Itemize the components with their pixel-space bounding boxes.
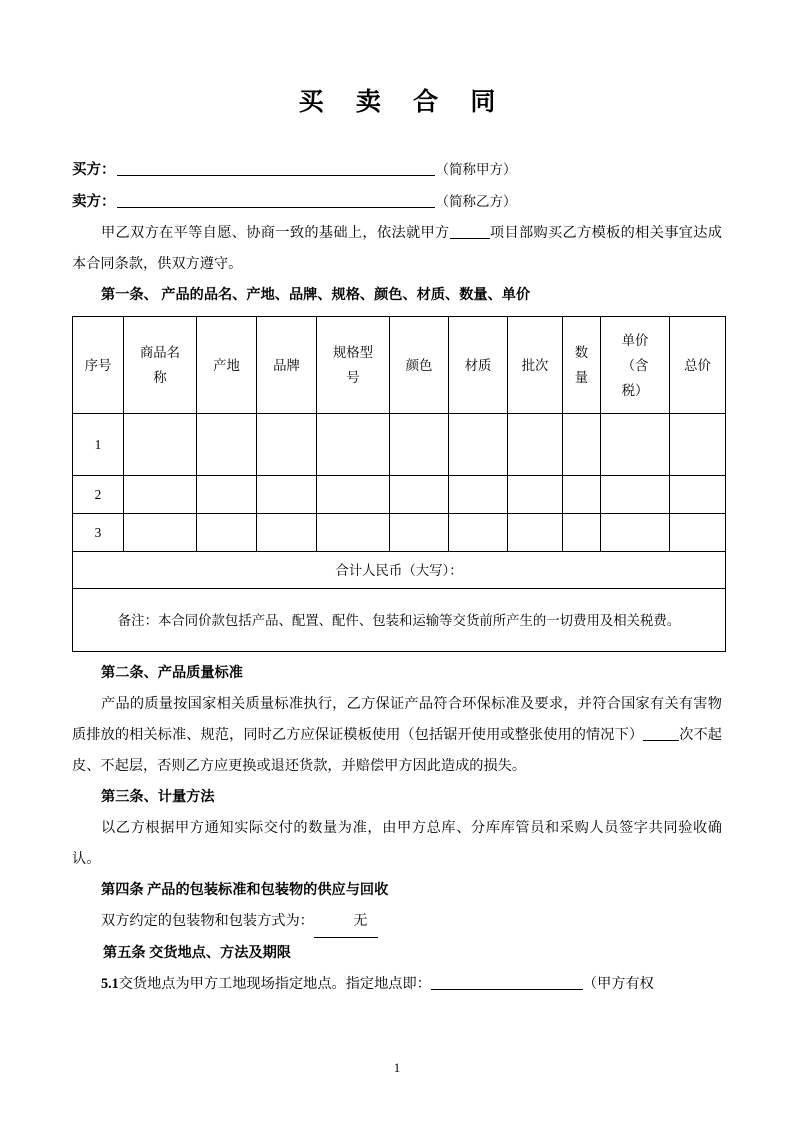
preamble-part2: 项目部购买乙方模板的相关事宜达成本合同条款，供双方遵守。 (72, 225, 722, 272)
total-amount-label[interactable]: 合计人民币（大写）： (73, 552, 726, 589)
page-number: 1 (393, 1061, 401, 1075)
packaging-method-field[interactable]: 无 (314, 906, 378, 938)
col-header-unit-price: 单价 （含 税） (601, 317, 670, 414)
section-3-heading: 第三条、计量方法 (101, 789, 215, 805)
clause-5-1-paragraph (72, 969, 722, 1000)
section-2-paragraph (72, 689, 722, 782)
cell-brand-1[interactable] (257, 414, 317, 476)
col-header-quantity: 数 量 (563, 317, 601, 414)
section-4-heading: 第四条 产品的包装标准和包装物的供应与回收 (101, 882, 389, 898)
col-header-brand: 品牌 (257, 317, 317, 414)
cell-product-name-2[interactable] (124, 476, 197, 514)
col-header-batch: 批次 (508, 317, 563, 414)
delivery-location-field[interactable] (431, 975, 583, 990)
clause-5-1-part2: （甲方有权 (582, 976, 654, 992)
cell-brand-2[interactable] (257, 476, 317, 514)
buyer-label: 买方： (72, 162, 116, 178)
table-row (73, 514, 726, 552)
cell-quantity-3[interactable] (563, 514, 601, 552)
cell-total-price-1[interactable] (670, 414, 726, 476)
seller-name-field[interactable] (117, 192, 435, 208)
col-header-index: 序号 (73, 317, 124, 414)
table-note: 备注：本合同价款包括产品、配置、配件、包装和运输等交货前所产生的一切费用及相关税费。 (73, 589, 726, 652)
goods-table-body (73, 414, 726, 652)
cell-brand-3[interactable] (257, 514, 317, 552)
table-row (73, 476, 726, 514)
clause-5-1-part1: 交货地点为甲方工地现场指定地点。指定地点即： (118, 976, 431, 992)
cell-unit-price-1[interactable] (601, 414, 670, 476)
row-index-3: 3 (73, 514, 124, 552)
section-2-heading: 第二条、产品质量标准 (101, 665, 243, 681)
preamble-part1: 甲乙双方在平等自愿、协商一致的基础上，依法就甲方 (101, 225, 450, 241)
col-header-color: 颜色 (390, 317, 449, 414)
cell-origin-3[interactable] (197, 514, 257, 552)
col-header-product-name: 商品名 称 (124, 317, 197, 414)
cell-batch-3[interactable] (508, 514, 563, 552)
buyer-line (72, 154, 722, 186)
cell-batch-1[interactable] (508, 414, 563, 476)
section-1-heading: 第一条、 产品的品名、产地、品牌、规格、颜色、材质、数量、单价 (101, 287, 531, 303)
cell-origin-1[interactable] (197, 414, 257, 476)
goods-table-head (73, 317, 726, 414)
cell-quantity-1[interactable] (563, 414, 601, 476)
goods-table (72, 316, 726, 652)
table-row (73, 414, 726, 476)
clause-5-1-number: 5.1 (101, 976, 119, 992)
row-index-1: 1 (73, 414, 124, 476)
cell-product-name-1[interactable] (124, 414, 197, 476)
section-5-heading: 第五条 交货地点、方法及期限 (103, 945, 291, 961)
page-title: 买 卖 合 同 (298, 89, 509, 116)
cell-material-3[interactable] (449, 514, 508, 552)
col-header-spec-model: 规格型 号 (317, 317, 390, 414)
cell-spec-1[interactable] (317, 414, 390, 476)
section-4-body-prefix: 双方约定的包装物和包装方式为： (101, 913, 314, 929)
seller-label: 卖方： (72, 194, 116, 210)
section-2-body-part2: 次不起皮、不起层，否则乙方应更换或退还货款，并赔偿甲方因此造成的损失。 (72, 727, 722, 774)
row-index-2: 2 (73, 476, 124, 514)
seller-line (72, 186, 722, 218)
document-body (0, 154, 794, 1000)
cell-unit-price-3[interactable] (601, 514, 670, 552)
cell-material-1[interactable] (449, 414, 508, 476)
table-total-row (73, 552, 726, 589)
cell-color-2[interactable] (390, 476, 449, 514)
project-dept-field[interactable] (450, 224, 490, 239)
cell-quantity-2[interactable] (563, 476, 601, 514)
cell-material-2[interactable] (449, 476, 508, 514)
col-header-material: 材质 (449, 317, 508, 414)
peel-count-field[interactable] (643, 726, 679, 741)
col-header-origin: 产地 (197, 317, 257, 414)
cell-origin-2[interactable] (197, 476, 257, 514)
cell-spec-3[interactable] (317, 514, 390, 552)
seller-suffix: （简称乙方） (435, 194, 517, 209)
col-header-total-price: 总价 (670, 317, 726, 414)
preamble-paragraph (72, 218, 722, 280)
section-3-paragraph: 以乙方根据甲方通知实际交付的数量为准，由甲方总库、分库库管员和采购人员签字共同验收确认。 (72, 820, 722, 867)
buyer-suffix: （简称甲方） (435, 162, 517, 177)
buyer-name-field[interactable] (117, 160, 435, 176)
section-4-paragraph (72, 906, 722, 938)
cell-spec-2[interactable] (317, 476, 390, 514)
table-note-row (73, 589, 726, 652)
table-header-row (73, 317, 726, 414)
section-2-body-part1: 产品的质量按国家相关质量标准执行，乙方保证产品符合环保标准及要求，并符合国家有关有害物质排放的相关标准、规范，同时乙方应保证模板使用（包括锯开使用或整张使用的情况下） (72, 696, 722, 743)
cell-color-3[interactable] (390, 514, 449, 552)
cell-product-name-3[interactable] (124, 514, 197, 552)
cell-total-price-2[interactable] (670, 476, 726, 514)
cell-unit-price-2[interactable] (601, 476, 670, 514)
cell-batch-2[interactable] (508, 476, 563, 514)
cell-color-1[interactable] (390, 414, 449, 476)
cell-total-price-3[interactable] (670, 514, 726, 552)
